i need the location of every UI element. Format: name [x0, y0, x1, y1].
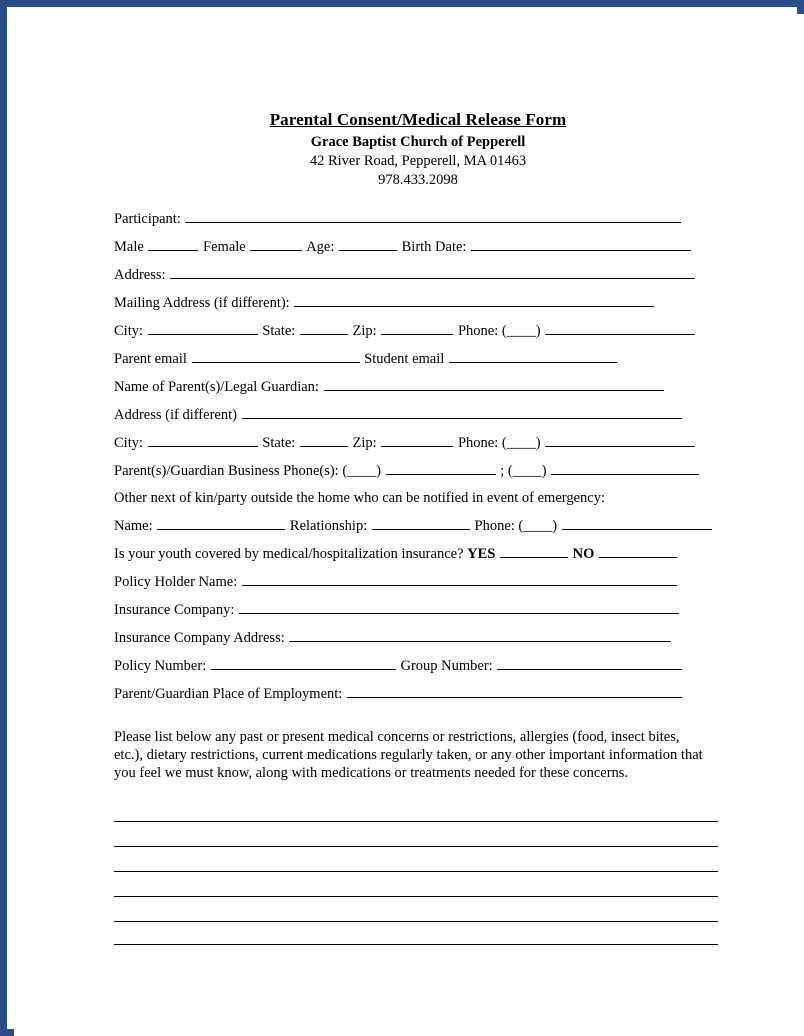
guardian-state-input[interactable]: [300, 435, 348, 447]
document-content: [114, 110, 722, 945]
field-row-business-phones: [114, 463, 722, 479]
kin-name-label: Name:: [114, 518, 153, 534]
male-input[interactable]: [148, 239, 198, 251]
employment-label: Parent/Guardian Place of Employment:: [114, 686, 343, 702]
field-row-policy-holder: [114, 574, 722, 590]
policy-number-label: Policy Number:: [114, 658, 207, 674]
kin-name-input[interactable]: [157, 518, 285, 530]
medical-concerns-line[interactable]: [114, 797, 718, 822]
medical-concerns-line[interactable]: [114, 847, 718, 872]
insurance-company-input[interactable]: [239, 602, 679, 614]
guardian-name-input[interactable]: [324, 379, 664, 391]
insurance-company-address-input[interactable]: [289, 630, 671, 642]
business-phone-label: Parent(s)/Guardian Business Phone(s): (____): [114, 463, 381, 479]
zip-label: Zip:: [352, 323, 377, 339]
medical-concerns-line[interactable]: [114, 922, 718, 945]
document-sheet: [32, 28, 786, 1022]
guardian-city-label: City:: [114, 435, 144, 451]
field-row-insurance-company: [114, 602, 722, 618]
participant-input[interactable]: [185, 211, 681, 223]
medical-concerns-line[interactable]: [114, 822, 718, 847]
field-row-policy-group-number: [114, 658, 722, 674]
student-email-input[interactable]: [449, 351, 617, 363]
birth-date-input[interactable]: [471, 239, 691, 251]
field-row-mailing-address: [114, 295, 722, 311]
participant-label: Participant:: [114, 211, 181, 227]
parent-email-input[interactable]: [192, 351, 360, 363]
female-input[interactable]: [250, 239, 302, 251]
age-input[interactable]: [339, 239, 397, 251]
insurance-company-label: Insurance Company:: [114, 602, 235, 618]
zip-input[interactable]: [381, 323, 453, 335]
field-row-guardian-address: [114, 407, 722, 423]
medical-concerns-line[interactable]: [114, 872, 718, 897]
kin-relationship-label: Relationship:: [289, 518, 368, 534]
state-label: State:: [262, 323, 296, 339]
address-input[interactable]: [170, 267, 695, 279]
field-row-guardian-city-state-zip-phone: [114, 435, 722, 451]
birth-date-label: Birth Date:: [401, 239, 467, 255]
phone-label: Phone: (____): [457, 323, 541, 339]
guardian-phone-input[interactable]: [545, 435, 695, 447]
age-label: Age:: [306, 239, 335, 255]
city-input[interactable]: [148, 323, 258, 335]
field-row-participant: [114, 211, 722, 227]
medical-concerns-lines: [114, 797, 722, 945]
medical-concerns-line[interactable]: [114, 897, 718, 922]
insurance-no-input[interactable]: [599, 546, 677, 558]
guardian-city-input[interactable]: [148, 435, 258, 447]
group-number-label: Group Number:: [400, 658, 493, 674]
field-row-sex-age-birth: [114, 239, 722, 255]
policy-holder-label: Policy Holder Name:: [114, 574, 238, 590]
state-input[interactable]: [300, 323, 348, 335]
medical-note-text: Please list below any past or present medical concerns or restrictions, allergies (food, insect bites, etc.), dietary restrictions, current medications regularly taken, or any other important information that you feel we must know, along with medications or treatments needed for these concerns.: [114, 728, 703, 782]
student-email-label: Student email: [364, 351, 445, 367]
organization-address: 42 River Road, Pepperell, MA 01463: [309, 153, 527, 169]
policy-holder-input[interactable]: [242, 574, 677, 586]
city-label: City:: [114, 323, 144, 339]
kin-phone-label: Phone: (____): [474, 518, 558, 534]
page-inner: [14, 14, 804, 1036]
insurance-yes-input[interactable]: [500, 546, 568, 558]
female-label: Female: [203, 239, 246, 255]
address-label: Address:: [114, 267, 166, 283]
guardian-name-label: Name of Parent(s)/Legal Guardian:: [114, 379, 319, 395]
guardian-zip-input[interactable]: [381, 435, 453, 447]
guardian-phone-label: Phone: (____): [457, 435, 541, 451]
business-phone-1-input[interactable]: [386, 463, 496, 475]
organization-phone: 978.433.2098: [378, 172, 458, 188]
business-phone-2-input[interactable]: [551, 463, 699, 475]
field-row-kin-contact: [114, 518, 722, 534]
field-row-insurance-company-address: [114, 630, 722, 646]
parent-email-label: Parent email: [114, 351, 187, 367]
policy-number-input[interactable]: [211, 658, 396, 670]
guardian-state-label: State:: [262, 435, 296, 451]
mailing-address-input[interactable]: [294, 295, 654, 307]
kin-relationship-input[interactable]: [372, 518, 470, 530]
phone-input[interactable]: [545, 323, 695, 335]
field-row-address: [114, 267, 722, 283]
insurance-question-label: Is your youth covered by medical/hospitalization insurance?: [114, 546, 464, 562]
field-row-employment: [114, 686, 722, 702]
insurance-no-label: NO: [572, 546, 595, 562]
field-row-guardian-name: [114, 379, 722, 395]
male-label: Male: [114, 239, 144, 255]
mailing-address-label: Mailing Address (if different):: [114, 295, 290, 311]
guardian-address-label: Address (if different): [114, 407, 237, 423]
insurance-company-address-label: Insurance Company Address:: [114, 630, 285, 646]
business-phone-separator: ; (____): [500, 463, 547, 479]
form-fields: [114, 211, 722, 702]
guardian-zip-label: Zip:: [352, 435, 377, 451]
field-row-insurance-question: [114, 546, 722, 562]
page-title: Parental Consent/Medical Release Form: [269, 110, 567, 129]
group-number-input[interactable]: [497, 658, 682, 670]
field-row-city-state-zip-phone: [114, 323, 722, 339]
kin-phone-input[interactable]: [562, 518, 712, 530]
organization-name: Grace Baptist Church of Pepperell: [310, 134, 526, 150]
next-of-kin-text: Other next of kin/party outside the home who can be notified in event of emergency:: [114, 491, 605, 506]
guardian-address-input[interactable]: [242, 407, 682, 419]
field-row-emails: [114, 351, 722, 367]
insurance-yes-label: YES: [467, 546, 496, 562]
employment-input[interactable]: [347, 686, 682, 698]
